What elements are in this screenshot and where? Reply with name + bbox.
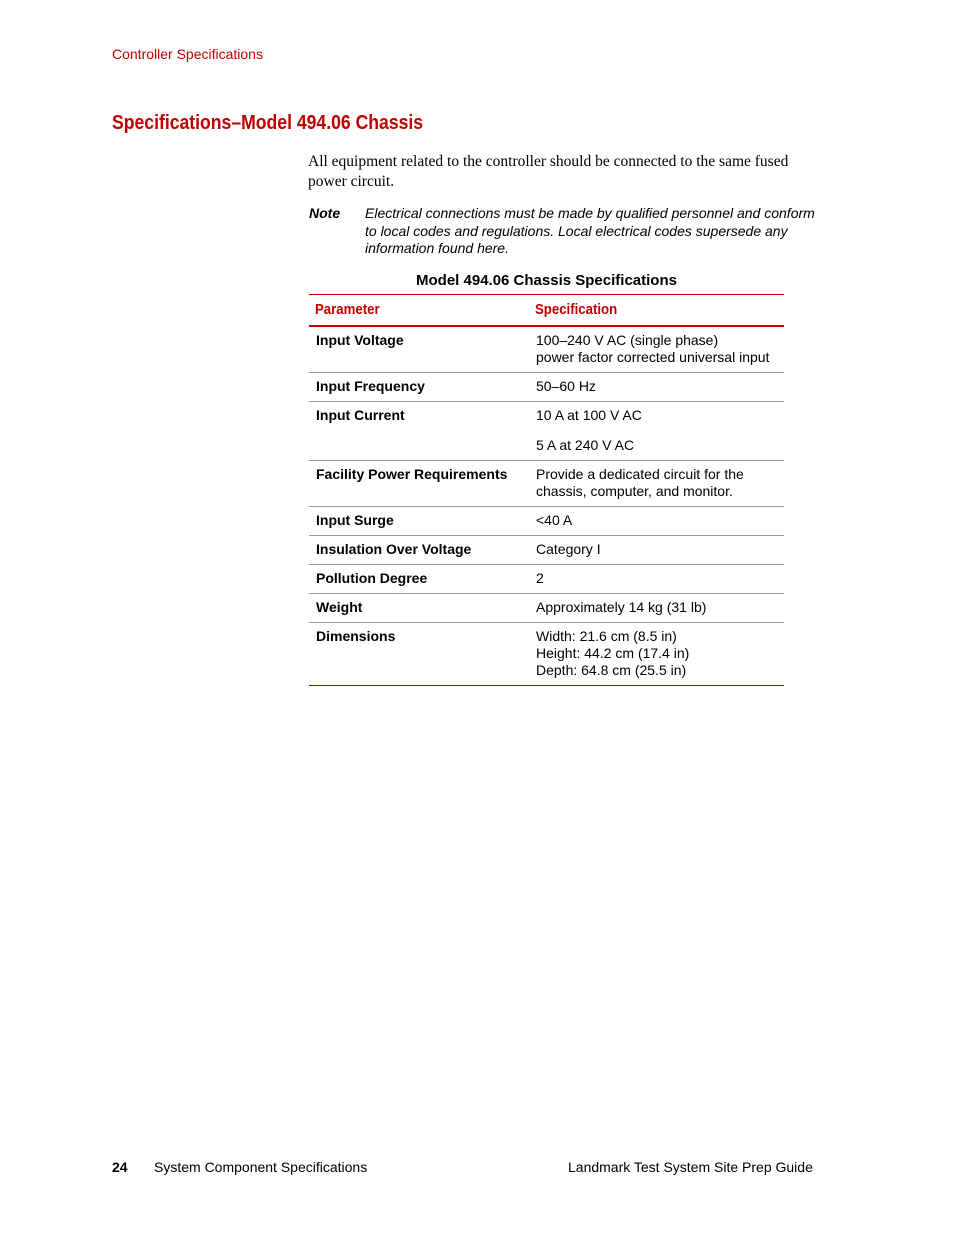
specification-cell bbox=[529, 623, 784, 686]
table-row bbox=[309, 373, 784, 402]
specification-line: Depth: 64.8 cm (25.5 in) bbox=[536, 662, 687, 678]
specification-cell bbox=[529, 461, 784, 507]
footer-guide-title: Landmark Test System Site Prep Guide bbox=[568, 1159, 813, 1175]
parameter-cell: Dimensions bbox=[309, 623, 529, 686]
specification-line: 2 bbox=[536, 570, 544, 586]
table-row bbox=[309, 402, 784, 461]
spec-table bbox=[309, 294, 784, 686]
running-head: Controller Specifications bbox=[112, 46, 263, 62]
specification-cell bbox=[529, 326, 784, 373]
parameter-cell: Input Current bbox=[309, 402, 529, 461]
table-row bbox=[309, 594, 784, 623]
specification-line: Provide a dedicated circuit for the bbox=[536, 466, 744, 482]
specification-cell bbox=[529, 594, 784, 623]
table-row bbox=[309, 565, 784, 594]
specification-line: <40 A bbox=[536, 512, 573, 528]
table-row bbox=[309, 507, 784, 536]
footer-chapter: System Component Specifications bbox=[154, 1159, 368, 1175]
specification-line: power factor corrected universal input bbox=[536, 349, 770, 365]
table-row bbox=[309, 536, 784, 565]
note-block bbox=[309, 205, 819, 258]
parameter-cell: Weight bbox=[309, 594, 529, 623]
column-header-parameter: Parameter bbox=[309, 295, 529, 327]
specification-line: Height: 44.2 cm (17.4 in) bbox=[536, 645, 690, 661]
specification-line: chassis, computer, and monitor. bbox=[536, 483, 733, 499]
specification-cell bbox=[529, 507, 784, 536]
table-row bbox=[309, 623, 784, 686]
specification-line: 5 A at 240 V AC bbox=[536, 437, 635, 453]
column-header-specification: Specification bbox=[529, 295, 784, 327]
specification-line: Width: 21.6 cm (8.5 in) bbox=[536, 628, 677, 644]
specification-line: 100–240 V AC (single phase) bbox=[536, 332, 719, 348]
table-header-row bbox=[309, 295, 784, 327]
table-row bbox=[309, 461, 784, 507]
table-row bbox=[309, 326, 784, 373]
parameter-cell: Input Voltage bbox=[309, 326, 529, 373]
note-label: Note bbox=[309, 205, 341, 221]
table-caption: Model 494.06 Chassis Specifications bbox=[416, 272, 677, 289]
specification-line: 10 A at 100 V AC bbox=[536, 407, 642, 423]
specification-line: Approximately 14 kg (31 lb) bbox=[536, 599, 707, 615]
specification-line: 50–60 Hz bbox=[536, 378, 596, 394]
parameter-cell: Facility Power Requirements bbox=[309, 461, 529, 507]
specification-line: Category I bbox=[536, 541, 601, 557]
parameter-cell: Insulation Over Voltage bbox=[309, 536, 529, 565]
specification-cell bbox=[529, 565, 784, 594]
page-number: 24 bbox=[112, 1159, 128, 1175]
parameter-cell: Input Frequency bbox=[309, 373, 529, 402]
specification-cell bbox=[529, 373, 784, 402]
note-text: Electrical connections must be made by qualified personnel and conform to local codes and regulations. Local electrical codes supersede any information found here. bbox=[365, 205, 815, 256]
specification-cell bbox=[529, 536, 784, 565]
parameter-cell: Input Surge bbox=[309, 507, 529, 536]
parameter-cell: Pollution Degree bbox=[309, 565, 529, 594]
section-title: Specifications–Model 494.06 Chassis bbox=[112, 112, 424, 134]
specification-cell bbox=[529, 402, 784, 461]
intro-paragraph: All equipment related to the controller should be connected to the same fused power circuit. bbox=[308, 153, 789, 190]
